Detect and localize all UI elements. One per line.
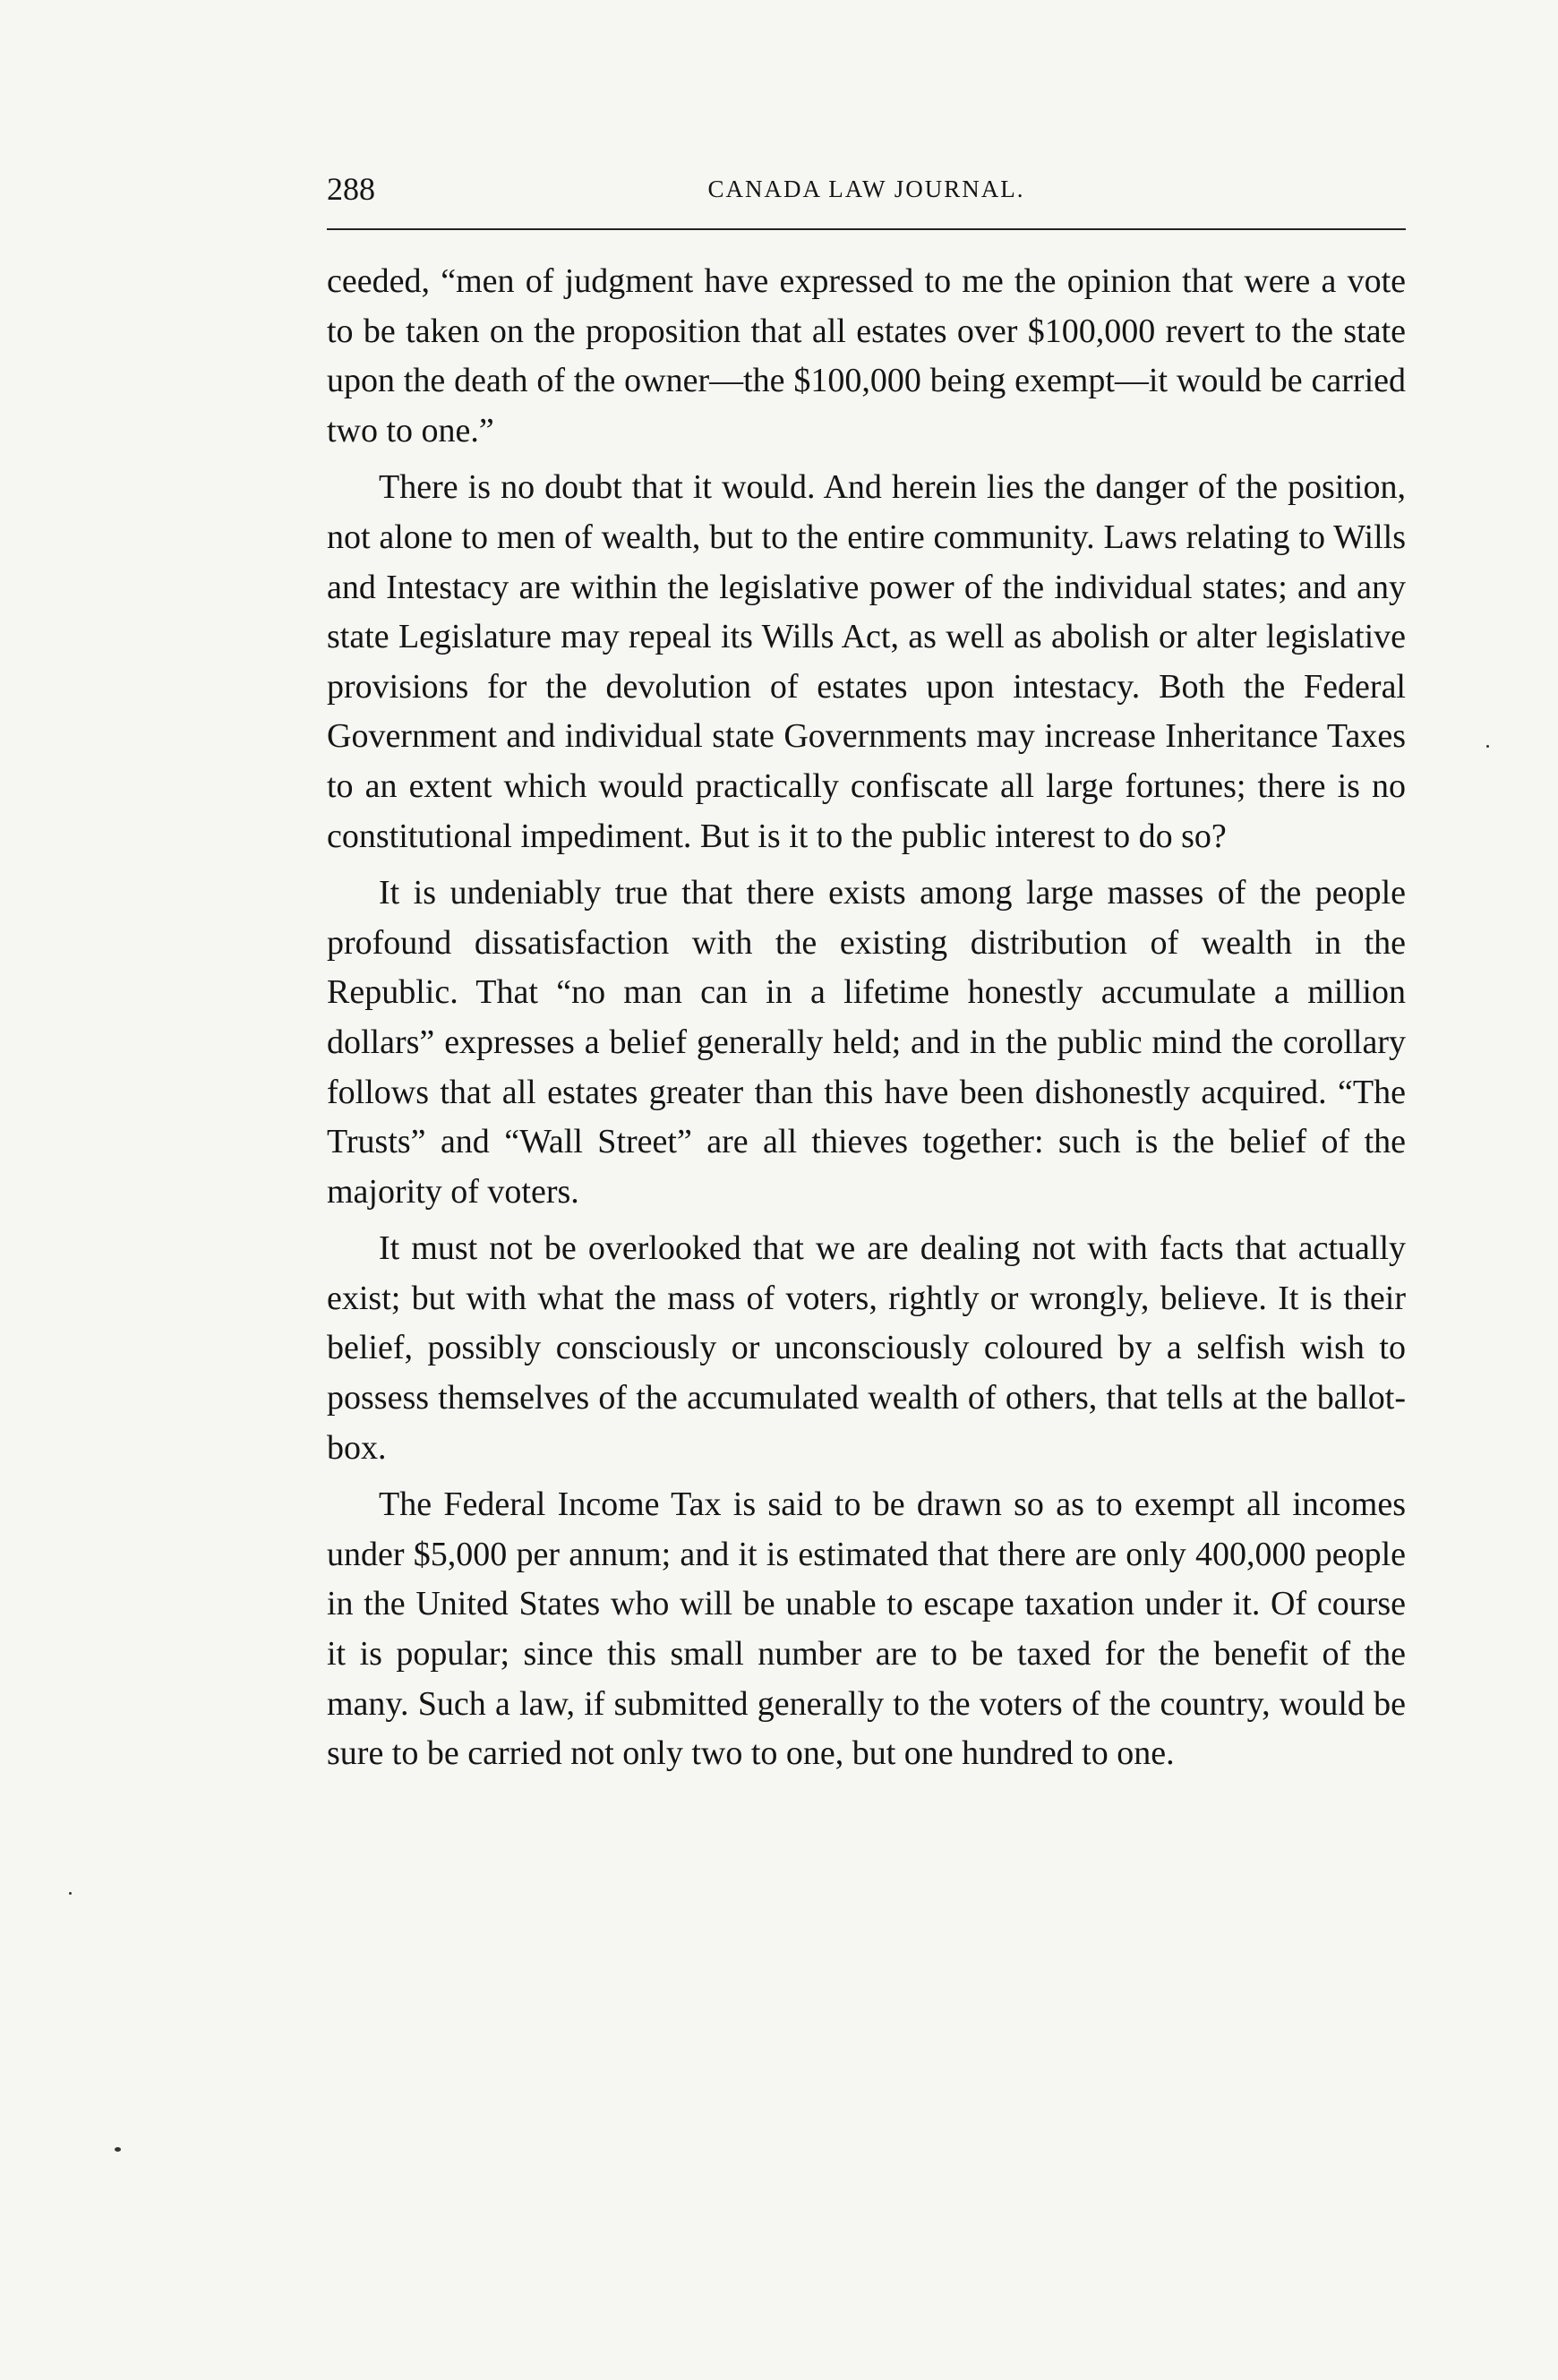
- scan-speck: [1486, 745, 1489, 748]
- header-rule: [327, 228, 1406, 230]
- running-head: [327, 161, 1406, 215]
- paragraph-5: The Federal Income Tax is said to be drawn so as to exempt all incomes under $5,000 per annum; and it is estimated that there are only 400,000 people in the United States who will be unable to escape taxation under it. Of course it is popular; since this small number are to be taxed for the benefit of the many. Such a law, if submitted generally to the voters of the country, would be sure to be carried not only two to one, but one hundred to one.: [327, 1485, 1406, 1773]
- journal-title: CANADA LAW JOURNAL.: [707, 176, 1025, 202]
- paragraph-3: It is undeniably true that there exists among large masses of the people profound dissatisfaction with the existing distribution of wealth in the Republic. That “no man can in a lifetime honestly accumulate a million dollars” expresses a belief generally held; and in the public mind the corollary follows that all estates greater than this have been dishonestly acquired. “The Trusts” and “Wall Street” are all thieves together: such is the belief of the majority of voters.: [327, 874, 1406, 1211]
- document-page: [327, 161, 1406, 1786]
- page-number: 288: [327, 171, 375, 207]
- paragraph-2: There is no doubt that it would. And herein lies the danger of the position, not alone to men of wealth, but to the entire community. Laws relating to Wills and Intestacy are within the legislative power of the individual states; and any state Legislature may repeal its Wills Act, as well as abolish or alter legislative provisions for the devolution of estates upon intestacy. Both the Federal Government and individual state Governments may increase Inheritance Taxes to an extent which would practically confiscate all large fortunes; there is no constitutional impediment. But is it to the public interest to do so?: [327, 468, 1406, 855]
- scan-speck: [115, 2147, 121, 2152]
- paragraph-4: It must not be overlooked that we are dealing not with facts that actually exist; but with what the mass of voters, rightly or wrongly, believe. It is their belief, possibly consciously or unconsciously coloured by a selfish wish to possess themselves of the accumulated wealth of others, that tells at the ballot-box.: [327, 1229, 1406, 1467]
- paragraph-1: ceeded, “men of judgment have expressed to me the opinion that were a vote to be taken on the proposition that all estates over $100,000 revert to the state upon the death of the owner—the $100,000 being exempt—it would be carried two to one.”: [327, 262, 1406, 449]
- scan-speck: [69, 1892, 72, 1895]
